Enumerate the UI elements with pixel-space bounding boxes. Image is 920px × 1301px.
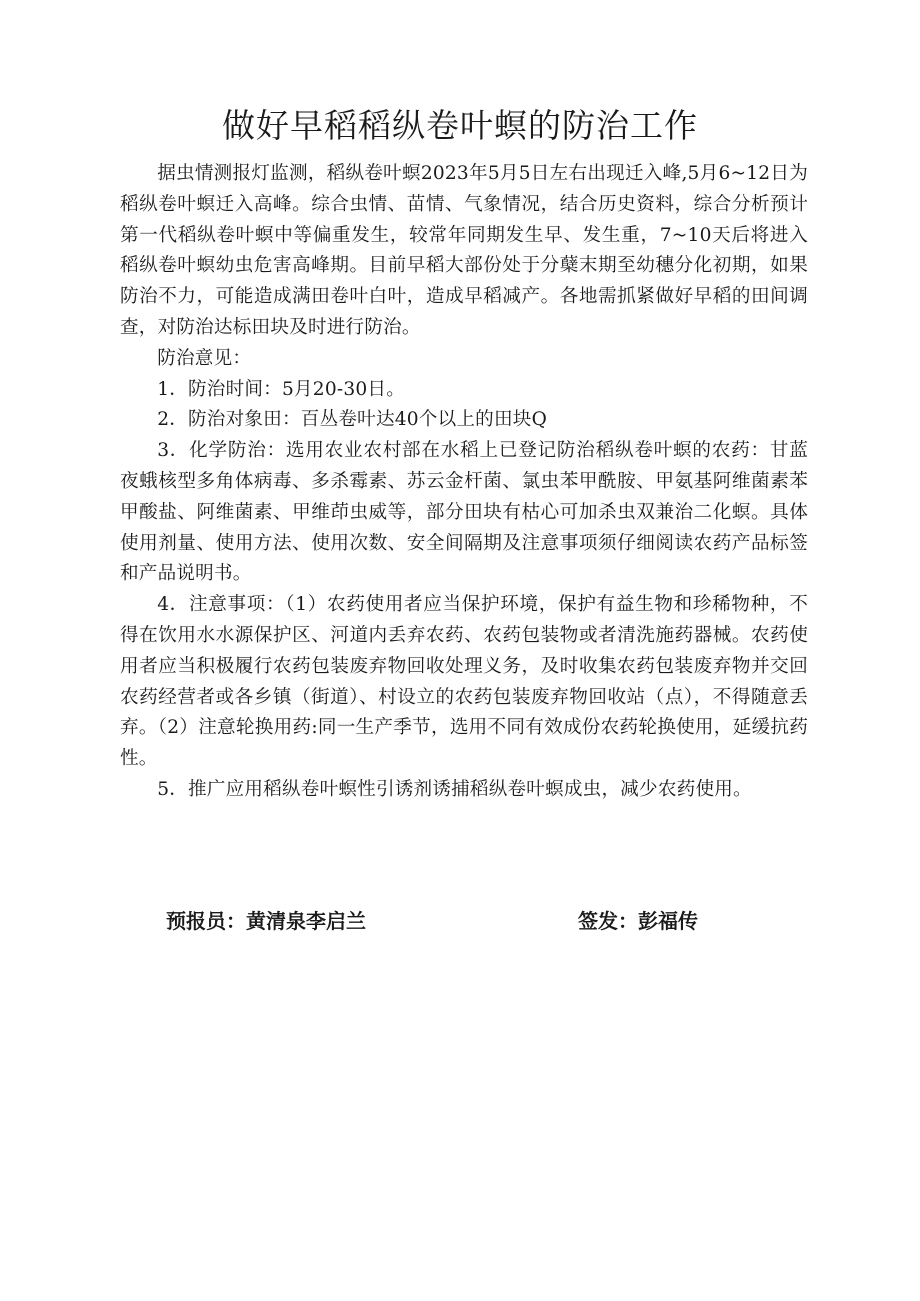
signature-line [0,905,920,937]
paragraph-item-4: 4．注意事项：（1）农药使用者应当保护环境，保护有益生物和珍稀物种，不得在饮用水水源保护区、河道内丢弃农药、农药包装物或者清洗施药器械。农药使用者应当积极履行农药包装废弃物回收处理义务，及时收集农药包装废弃物并交回农药经营者或各乡镇（街道）、村设立的农药包装废弃物回收站（点），不得随意丢弃。（2）注意轮换用药:同一生产季节，选用不同有效成份农药轮换使用，延缓抗药性。 [120,594,808,770]
paragraph-item-3: 3．化学防治：选用农业农村部在水稻上已登记防治稻纵卷叶螟的农药：甘蓝夜蛾核型多角体病毒、多杀霉素、苏云金杆菌、氯虫苯甲酰胺、甲氨基阿维菌素苯甲酸盐、阿维菌素、甲维茚虫威等，部分田块有枯心可加杀虫双兼治二化螟。具体使用剂量、使用方法、使用次数、安全间隔期及注意事项须仔细阅读农药产品标签和产品说明书。 [120,440,808,585]
paragraph-item-2: 2．防治对象田：百丛卷叶达40个以上的田块Q [157,409,548,431]
paragraph-item-1: 1．防治时间：5月20-30日。 [157,378,405,400]
document-body [120,159,808,806]
forecaster-label: 预报员：黄清泉李启兰 [166,909,366,933]
issuer-label: 签发：彭福传 [578,909,698,933]
document-title: 做好早稻稻纵卷叶螟的防治工作 [222,106,698,145]
paragraph-intro: 据虫情测报灯监测，稻纵卷叶螟2023年5月5日左右出现迁入峰,5月6~12日为稻纵卷叶螟迁入高峰。综合虫情、苗情、气象情况，结合历史资料，综合分析预计第一代稻纵卷叶螟中等偏重发生，较常年同期发生早、发生重，7~10天后将进入稻纵卷叶螟幼虫危害高峰期。目前早稻大部份处于分蘖末期至幼穗分化初期，如果防治不力，可能造成满田卷叶白叶，造成早稻减产。各地需抓紧做好早稻的田间调查，对防治达标田块及时进行防治。 [120,163,808,338]
paragraph-item-5: 5．推广应用稻纵卷叶螟性引诱剂诱捕稻纵卷叶螟成虫，减少农药使用。 [157,778,752,800]
paragraph-advice-heading: 防治意见： [157,347,252,369]
